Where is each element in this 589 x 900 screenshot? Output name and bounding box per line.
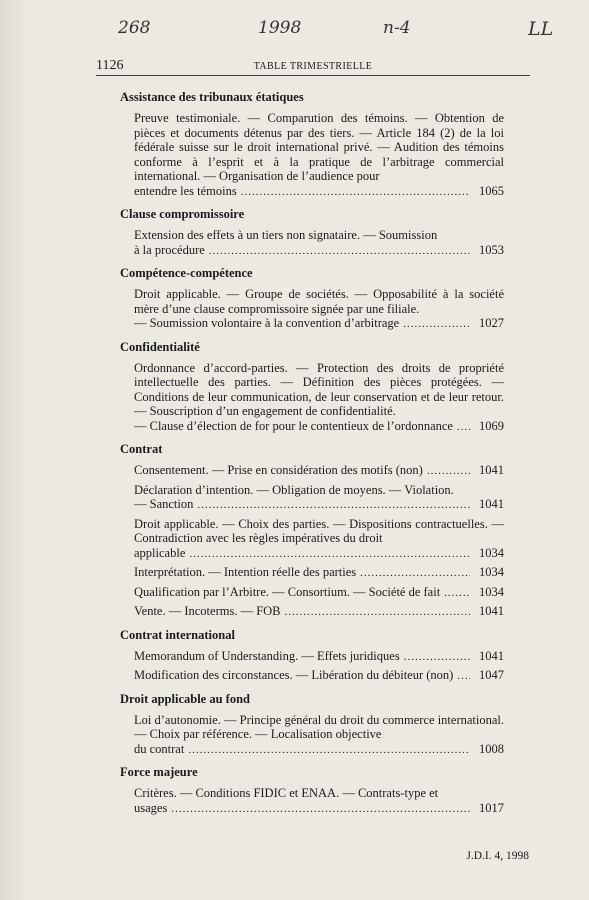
dot-leader [403, 317, 470, 332]
header-rule [96, 75, 530, 76]
index-entry [134, 463, 504, 479]
entry-lead-text: applicable [134, 545, 186, 560]
entry-last-line [134, 546, 504, 562]
entry-page-number: 1041 [479, 497, 504, 511]
entry-lead-text: — Sanction [134, 497, 194, 511]
entry-page-number: 1034 [479, 545, 504, 560]
entry-page-number: 1065 [479, 183, 504, 198]
entry-page-number: 1069 [479, 418, 504, 433]
dot-leader [285, 605, 470, 620]
entry-lead-text: Vente. — Incoterms. — FOB [134, 604, 281, 618]
index-entry [134, 649, 504, 665]
entry-page-number: 1027 [479, 316, 504, 330]
entry-page-number: 1041 [479, 604, 504, 618]
section-heading: Confidentialité [120, 339, 200, 354]
entry-page-number: 1008 [479, 741, 504, 756]
entry-page-number: 1041 [479, 648, 504, 663]
entry-last-line [134, 463, 504, 479]
index-entry [134, 668, 504, 684]
entry-lead-text: Consentement. — Prise en considération des motifs (non) [134, 463, 423, 477]
entry-last-line [134, 565, 504, 581]
entry-page-number: 1034 [479, 565, 504, 579]
section-heading: Force majeure [120, 765, 198, 779]
entry-lead-text: à la procédure [134, 242, 205, 257]
entry-page-number: 1053 [479, 242, 504, 257]
entry-last-line [134, 649, 504, 665]
dot-leader [444, 586, 470, 601]
index-section [120, 628, 504, 684]
entry-text: Déclaration d’intention. — Obligation de moyens. — Violation. [134, 482, 454, 497]
section-heading: Contrat international [120, 627, 235, 642]
dot-leader [189, 547, 470, 562]
section-heading: Assistance des tribunaux étatiques [120, 90, 304, 104]
dot-leader [197, 498, 470, 513]
entry-last-line [134, 184, 504, 200]
entry-lead-text: Modification des circonstances. — Libération du débiteur (non) [134, 668, 454, 682]
entry-text: Preuve testimoniale. — Comparution des témoins. — Obtention de pièces et documents détenus par des tiers. — Article 184 (2) de la loi fédérale suisse sur le droit international privé. — Audition des témoins conforme à l’esprit et à la pratique de l’arbitrage commercial international. — Organisation de l’audience pour [134, 111, 504, 183]
index-entry [134, 483, 504, 513]
entry-last-line [134, 742, 504, 758]
section-heading: Compétence-compétence [120, 266, 253, 280]
index-section [120, 90, 504, 199]
handwritten-mark: 268 [118, 18, 151, 38]
header-title: TABLE TRIMESTRIELLE [253, 61, 373, 72]
dot-leader [171, 802, 470, 817]
index-entry [134, 517, 504, 562]
entry-last-line [134, 585, 504, 601]
index-section [120, 765, 504, 816]
entry-page-number: 1047 [479, 668, 504, 682]
entry-lead-text: Memorandum of Understanding. — Effets juridiques [134, 648, 400, 663]
dot-leader [209, 244, 470, 259]
index-entry [134, 604, 504, 620]
index-entry [134, 713, 504, 758]
index-entry [134, 585, 504, 601]
entry-text: Extension des effets à un tiers non signataire. — Soumission [134, 228, 438, 242]
index-section [120, 692, 504, 758]
section-heading: Clause compromissoire [120, 207, 245, 221]
entry-text: Droit applicable. — Choix des parties. — Dispositions contractuelles. — Contradiction avec les règles impératives du droit [134, 516, 504, 545]
entry-last-line [134, 243, 504, 259]
entry-last-line [134, 604, 504, 620]
index-content [120, 90, 504, 824]
dot-leader [241, 185, 470, 200]
index-section [120, 340, 504, 435]
dot-leader [188, 743, 470, 758]
entry-last-line [134, 419, 504, 435]
index-entry [134, 565, 504, 581]
entry-last-line [134, 801, 504, 817]
section-heading: Droit applicable au fond [120, 691, 250, 706]
section-heading: Contrat [120, 442, 163, 456]
dot-leader [404, 650, 470, 665]
entry-last-line [134, 497, 504, 513]
running-header [96, 58, 530, 74]
entry-lead-text: entendre les témoins [134, 183, 237, 198]
index-section [120, 266, 504, 332]
index-entry [134, 111, 504, 199]
index-entry [134, 228, 504, 258]
entry-lead-text: — Clause d’élection de for pour le contentieux de l’ordonnance [134, 418, 453, 433]
entry-last-line [134, 316, 504, 332]
dot-leader [457, 420, 470, 435]
entry-page-number: 1017 [479, 800, 504, 815]
handwritten-mark: LL [528, 18, 554, 40]
entry-lead-text: — Soumission volontaire à la convention d’arbitrage [134, 316, 400, 330]
entry-lead-text: Interprétation. — Intention réelle des parties [134, 565, 357, 579]
entry-text: Droit applicable. — Groupe de sociétés. — Opposabilité à la société mère d’une clause compromissoire signée par une filiale. [134, 287, 504, 316]
entry-text: Loi d’autonomie. — Principe général du droit du commerce international. — Choix par référence. — Localisation objective [134, 712, 504, 741]
entry-page-number: 1041 [479, 463, 504, 477]
page-edge-shadow [0, 0, 30, 900]
entry-page-number: 1034 [479, 584, 504, 599]
index-section [120, 442, 504, 620]
dot-leader [457, 669, 470, 684]
dot-leader [427, 464, 470, 479]
footer-citation: J.D.I. 4, 1998 [466, 850, 529, 862]
index-entry [134, 361, 504, 435]
entry-lead-text: usages [134, 800, 168, 815]
entry-lead-text: du contrat [134, 741, 185, 756]
page-number: 1126 [96, 58, 124, 73]
entry-lead-text: Qualification par l’Arbitre. — Consortium. — Société de fait [134, 584, 441, 599]
index-entry [134, 786, 504, 816]
index-section [120, 207, 504, 258]
handwritten-mark: n-4 [383, 18, 411, 38]
handwritten-mark: 1998 [258, 18, 302, 38]
entry-text: Ordonnance d’accord-parties. — Protection des droits de propriété intellectuelle des parties. — Définition des pièces protégées. — Conditions de leur communication, de leur conservation et de leur retour. — Souscription d’un engagement de confidentialité. [134, 360, 504, 418]
dot-leader [360, 566, 470, 581]
entry-text: Critères. — Conditions FIDIC et ENAA. — Contrats-type et [134, 786, 439, 800]
entry-last-line [134, 668, 504, 684]
index-entry [134, 287, 504, 332]
